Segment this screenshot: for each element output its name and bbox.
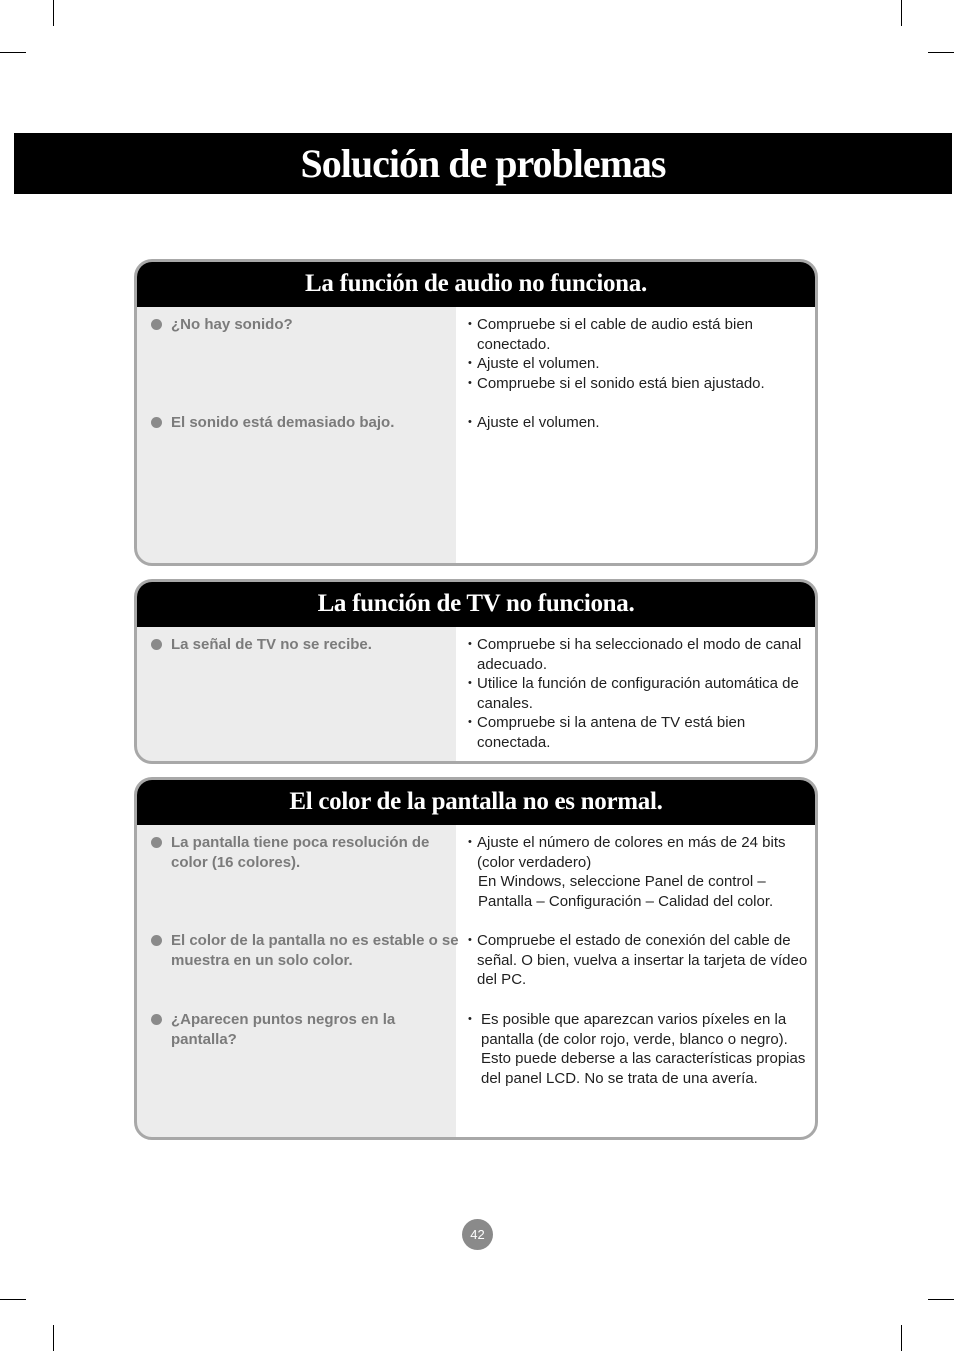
question: La señal de TV no se recibe. <box>151 635 461 655</box>
answer-item: • Compruebe si ha seleccionado el modo de canal adecuado. <box>468 636 802 673</box>
section-color <box>134 777 818 1140</box>
answer-item: • Ajuste el volumen. <box>468 414 600 431</box>
section-tv <box>134 579 818 764</box>
crop-mark <box>901 1325 902 1351</box>
answer-list <box>468 833 813 911</box>
answer-list <box>468 1010 813 1088</box>
question: El sonido está demasiado bajo. <box>151 413 461 433</box>
crop-mark <box>928 1299 954 1300</box>
answer-item: • Ajuste el número de colores en más de 24 bits (color verdadero) <box>468 834 786 871</box>
answer-item: • Compruebe si el cable de audio está bien conectado. <box>468 316 754 353</box>
bullet-icon <box>151 837 162 848</box>
question: ¿No hay sonido? <box>151 315 461 335</box>
page-title: Solución de problemas <box>300 141 666 186</box>
bullet-icon <box>151 935 162 946</box>
question: La pantalla tiene poca resolución de color (16 colores). <box>151 833 461 873</box>
section-title: El color de la pantalla no es normal. <box>137 780 815 825</box>
bullet-icon <box>151 319 162 330</box>
answer-note: En Windows, seleccione Panel de control – Pantalla – Configuración – Calidad del color. <box>478 873 774 910</box>
question: ¿Aparecen puntos negros en la pantalla? <box>151 1010 461 1050</box>
crop-mark <box>0 1299 26 1300</box>
section-title: La función de audio no funciona. <box>137 262 815 307</box>
answer-list <box>468 635 813 753</box>
page-number: 42 <box>462 1219 493 1250</box>
answer-list <box>468 315 813 393</box>
bullet-icon <box>151 417 162 428</box>
answer-item: • Compruebe si el sonido está bien ajustado. <box>468 374 765 392</box>
section-title: La función de TV no funciona. <box>137 582 815 627</box>
bullet-icon <box>151 639 162 650</box>
page-title-bar <box>14 133 952 194</box>
crop-mark <box>0 52 26 53</box>
answer-item: • Ajuste el volumen. <box>468 355 600 373</box>
answer-item: • Utilice la función de configuración automática de canales. <box>468 675 799 712</box>
answer-item: • Compruebe el estado de conexión del cable de señal. O bien, vuelva a insertar la tarjeta de vídeo del PC. <box>468 932 808 989</box>
answer-item: • Compruebe si la antena de TV está bien conectada. <box>468 714 746 751</box>
crop-mark <box>928 52 954 53</box>
section-audio <box>134 259 818 566</box>
question: El color de la pantalla no es estable o se muestra en un solo color. <box>151 931 461 971</box>
crop-mark <box>901 0 902 26</box>
answer-item: • Es posible que aparezcan varios píxeles en la pantalla (de color rojo, verde, blanco o negro). Esto puede deberse a las características propias del panel LCD. No se trata de una avería. <box>468 1011 806 1087</box>
crop-mark <box>53 1325 54 1351</box>
answer-list <box>468 413 813 433</box>
answer-list <box>468 931 813 990</box>
bullet-icon <box>151 1014 162 1025</box>
crop-mark <box>53 0 54 26</box>
